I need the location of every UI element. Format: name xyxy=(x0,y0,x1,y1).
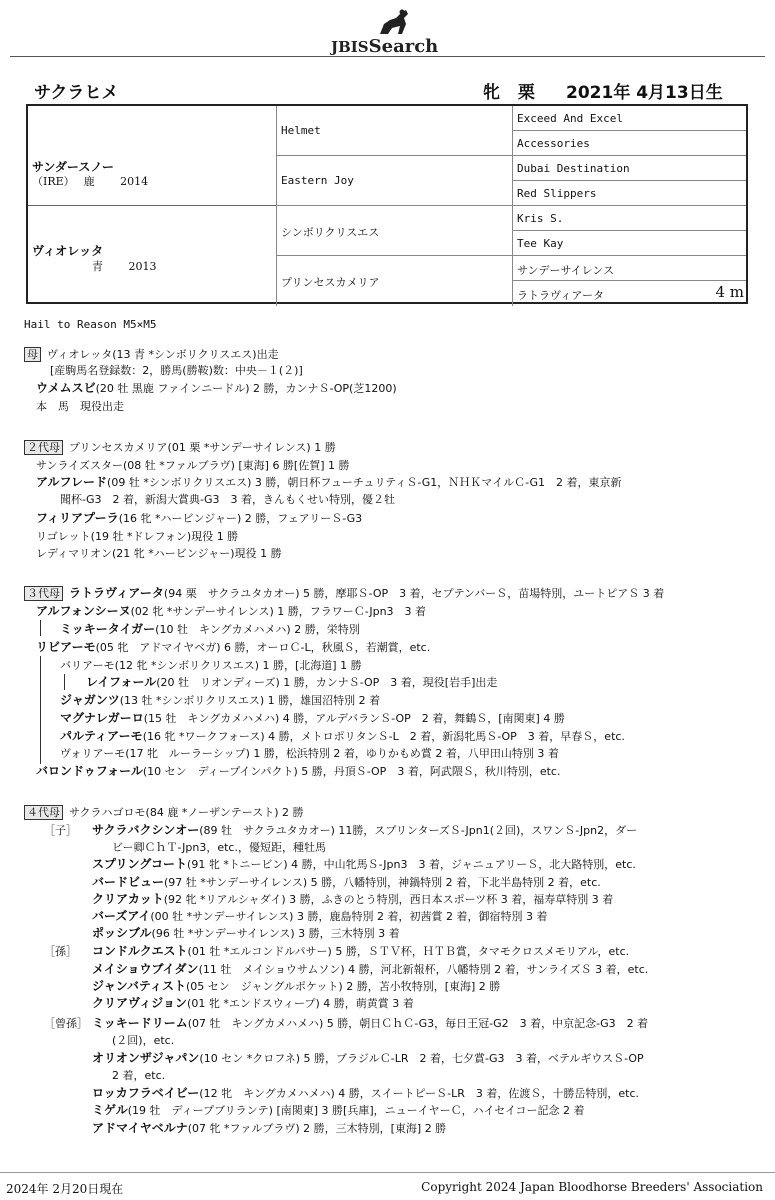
progeny-name[interactable]: ポッシブル xyxy=(92,926,152,940)
horse-name: サクラヒメ xyxy=(34,83,119,103)
ancestor-name[interactable]: Accessories xyxy=(517,137,590,150)
dam-name[interactable]: ヴィオレッタ xyxy=(32,244,104,258)
progeny-line: サンライズスター(08 牡 *ファルブラヴ) [東海] 6 勝[佐賀] 1 勝 xyxy=(36,459,350,472)
progeny-name[interactable]: コンドルクエスト xyxy=(92,944,188,958)
sire-sire-cell[interactable] xyxy=(276,106,512,156)
dam-sire-cell[interactable] xyxy=(276,206,512,256)
family-distance: 4 m xyxy=(715,283,744,301)
progeny-name[interactable]: スプリングコート xyxy=(92,857,188,871)
group-label-great-grandchildren: ［曾孫］ xyxy=(44,1017,88,1030)
progeny-line: フィリアプーラ(16 牝 *ハービンジャー) 2 勝，フェアリーＳ-G3 xyxy=(36,511,363,525)
progeny-line: スプリングコート(91 牝 *トニービン) 4 勝，中山牝馬Ｓ-Jpn3 3 着，ジャニュアリーＳ，北大路特別，etc. xyxy=(92,857,636,871)
progeny-line: バーズアイ(00 牡 *サンデーサイレンス) 3 勝，鹿島特別 2 着，初茜賞 2 着，御宿特別 3 着 xyxy=(92,909,548,923)
progeny-name[interactable]: アルフォンシーヌ xyxy=(36,604,131,618)
ancestor-name[interactable]: Helmet xyxy=(281,124,321,137)
logo-jbis-text: JBIS xyxy=(331,38,369,56)
dam-line: ヴィオレッタ(13 青 *シンボリクリスエス)出走 xyxy=(47,348,279,361)
dam-dam-cell[interactable] xyxy=(276,256,512,306)
progeny-name[interactable]: アルフレード xyxy=(36,475,108,489)
progeny-name[interactable]: レイフォール xyxy=(86,675,157,689)
gen2-section-header: ２代母 プリンセスカメリア(01 栗 *サンデーサイレンス) 1 勝 xyxy=(24,440,336,455)
progeny-name[interactable]: リビアーモ xyxy=(36,640,96,654)
ancestor-name[interactable]: Dubai Destination xyxy=(517,162,630,175)
progeny-line-cont: 2 着，etc. xyxy=(112,1069,166,1082)
tree-line xyxy=(40,620,41,636)
progeny-line: サクラバクシンオー(89 牡 サクラユタカオー) 11勝，スプリンターズＳ-Jpn1(２回)，スワンＳ-Jpn2，ダー xyxy=(92,823,638,837)
logo-search-text: Search xyxy=(368,36,439,57)
ancestor-name[interactable]: サンデーサイレンス xyxy=(517,264,615,277)
progeny-name[interactable]: フィリアプーラ xyxy=(36,511,119,525)
progeny-line: パルティアーモ(16 牝 *ワークフォース) 4 勝，メトロポリタンＳ-L 2 着，新潟牝馬Ｓ-OP 3 着，早春Ｓ，etc. xyxy=(60,729,625,743)
footer-divider xyxy=(0,1172,775,1173)
gen3-section-header: ３代母 ラトラヴィアータ(94 栗 サクラユタカオー) 5 勝，摩耶Ｓ-OP 3 着，セプテンバーＳ，苗場特別，ユートピアＳ 3 着 xyxy=(24,586,664,601)
progeny-name[interactable]: パルティアーモ xyxy=(60,729,143,743)
sire-info: （IRE） 鹿 2014 xyxy=(32,175,149,188)
progeny-line-cont: (２回)，etc. xyxy=(112,1034,175,1047)
gen3-cell[interactable] xyxy=(512,106,746,131)
as-of-date: 2024年 2月20日現在 xyxy=(6,1182,124,1196)
progeny-name[interactable]: クリアカット xyxy=(92,892,164,906)
progeny-line: ポッシブル(96 牡 *サンデーサイレンス) 3 勝，三木特別 3 着 xyxy=(92,926,400,940)
gen3-cell[interactable] xyxy=(512,281,746,306)
progeny-line: アルフォンシーヌ(02 牝 *サンデーサイレンス) 1 勝，フラワーＣ-Jpn3 3 着 xyxy=(36,604,427,618)
tree-line xyxy=(40,656,41,764)
inbreeding-note: Hail to Reason M5×M5 xyxy=(24,318,157,331)
progeny-line: バロンドゥフォール(10 セン ディープインパクト) 5 勝，丹頂Ｓ-OP 3 着，阿武隈Ｓ，秋川特別，etc. xyxy=(36,764,561,778)
dam-record-line: [産駒馬名登録数：2，勝馬(勝鞍)数：中央－１(２)] xyxy=(50,364,303,377)
progeny-name[interactable]: マグナレガーロ xyxy=(60,711,144,725)
sire-cell[interactable] xyxy=(28,106,276,206)
progeny-name[interactable]: ミッキードリーム xyxy=(92,1016,188,1030)
progeny-line-cont: ビー卿ＣｈＴ-Jpn3，etc.，優短距，種牡馬 xyxy=(112,841,326,854)
progeny-name[interactable]: ウメムスビ xyxy=(36,381,96,395)
progeny-line: ミッキータイガー(10 牡 キングカメハメハ) 2 勝，栄特別 xyxy=(60,622,360,636)
dam-cell[interactable] xyxy=(28,206,276,306)
progeny-name[interactable]: バロンドゥフォール xyxy=(36,764,143,778)
ancestor-name[interactable]: ラトラヴィアータ xyxy=(69,586,164,600)
sire-dam-cell[interactable] xyxy=(276,156,512,206)
gen2-tag: ２代母 xyxy=(24,440,63,455)
gen3-cell[interactable] xyxy=(512,206,746,231)
gen3-cell[interactable] xyxy=(512,131,746,156)
copyright: Copyright 2024 Japan Bloodhorse Breeders' Association xyxy=(421,1180,763,1194)
progeny-line: アルフレード(09 牡 *シンボリクリスエス) 3 勝，朝日杯フューチュリティＳ-G1，ＮＨＫマイルＣ-G1 2 着，東京新 xyxy=(36,475,622,489)
group-label-grandchildren: ［孫］ xyxy=(44,945,77,958)
gen3-cell[interactable] xyxy=(512,231,746,256)
progeny-line: メイショウブイダン(11 牡 メイショウサムソン) 4 勝，河北新報杯，八幡特別 2 着，サンライズＳ 3 着，etc. xyxy=(92,962,649,976)
ancestor-name[interactable]: Eastern Joy xyxy=(281,174,354,187)
progeny-line-cont: 聞杯-G3 2 着，新潟大賞典-G3 3 着，きんもくせい特別，優２牡 xyxy=(60,493,395,506)
dam-tag: 母 xyxy=(24,347,41,362)
progeny-name[interactable]: ミゲル xyxy=(92,1103,128,1117)
horse-rider-icon xyxy=(376,8,414,36)
progeny-line: アドマイヤベルナ(07 牝 *ファルブラヴ) 2 勝，三木特別，[東海] 2 勝 xyxy=(92,1121,447,1135)
sire-name[interactable]: サンダースノー xyxy=(32,160,114,174)
progeny-name[interactable]: ジャンバティスト xyxy=(92,979,186,993)
ancestor-name[interactable]: シンボリクリスエス xyxy=(281,226,380,239)
dam-progeny-line: ウメムスビ(20 牡 黒鹿 ファインニードル) 2 勝，カンナＳ-OP(芝1200) xyxy=(36,381,397,395)
progeny-name[interactable]: バーズアイ xyxy=(92,909,151,923)
progeny-line: バリアーモ(12 牝 *シンボリクリスエス) 1 勝，[北海道] 1 勝 xyxy=(60,659,362,672)
progeny-line: マグナレガーロ(15 牡 キングカメハメハ) 4 勝，アルデバランＳ-OP 2 着，舞鶴Ｓ，[南関東] 4 勝 xyxy=(60,711,565,725)
gen3-cell[interactable] xyxy=(512,181,746,206)
gen3-tag: ３代母 xyxy=(24,586,63,601)
progeny-line: ミゲル(19 牡 ディープブリランテ) [南関東] 3 勝[兵庫]，ニューイヤーＣ，ハイセイコー記念 2 着 xyxy=(92,1103,585,1117)
ancestor-name[interactable]: ラトラヴィアータ xyxy=(517,289,605,302)
progeny-name[interactable]: メイショウブイダン xyxy=(92,962,199,976)
progeny-line: リビアーモ(05 牝 アドマイヤベガ) 6 勝，オーロＣ-L，秋風Ｓ，若潮賞，etc. xyxy=(36,640,431,654)
ancestor-name[interactable]: Red Slippers xyxy=(517,187,597,200)
progeny-line: クリアカット(92 牝 *リアルシャダイ) 3 勝，ふきのとう特別，西日本スポーツ杯 3 着，福寿草特別 3 着 xyxy=(92,892,614,906)
ancestor-name[interactable]: Tee Kay xyxy=(517,237,564,250)
birth-date: 2021年 4月13日生 xyxy=(566,83,723,103)
progeny-name[interactable]: アドマイヤベルナ xyxy=(92,1121,188,1135)
pedigree-table xyxy=(26,104,748,304)
progeny-line: リゴレット(19 牡 *ドレフォン)現役 1 勝 xyxy=(36,530,239,543)
title-row xyxy=(28,78,758,102)
ancestor-name[interactable]: Kris S. xyxy=(517,212,564,225)
progeny-name[interactable]: クリアヴィジョン xyxy=(92,996,188,1010)
progeny-line: レイフォール(20 牡 リオンディーズ) 1 勝，カンナＳ-OP 3 着，現役[岩手]出走 xyxy=(86,675,498,689)
ancestor-name[interactable]: Exceed And Excel xyxy=(517,112,623,125)
progeny-name[interactable]: サクラバクシンオー xyxy=(92,823,200,837)
tree-line xyxy=(64,674,65,690)
progeny-name[interactable]: オリオンザジャパン xyxy=(92,1051,200,1065)
progeny-name[interactable]: ジャガンツ xyxy=(60,693,120,707)
progeny-line: ロッカフラベイビー(12 牝 キングカメハメハ) 4 勝，スイートピーＳ-LR 3 着，佐渡Ｓ，十勝岳特別，etc. xyxy=(92,1086,639,1100)
progeny-line: レディマリオン(21 牝 *ハービンジャー)現役 1 勝 xyxy=(36,547,282,560)
self-line: 本 馬 現役出走 xyxy=(36,400,124,413)
progeny-line: オリオンザジャパン(10 セン *クロフネ) 5 勝，ブラジルＣ-LR 2 着，七夕賞-G3 3 着，ベテルギウスＳ-OP xyxy=(92,1051,644,1065)
progeny-line: ジャンバティスト(05 セン ジャングルポケット) 2 勝，苫小牧特別，[東海] 2 勝 xyxy=(92,979,501,993)
sex-color: 牝 栗 xyxy=(483,83,541,103)
progeny-line: コンドルクエスト(01 牡 *エルコンドルパサー) 5 勝，ＳＴＶ杯，ＨＴＢ賞，タマモクロスメモリアル，etc. xyxy=(92,944,630,958)
progeny-line: クリアヴィジョン(01 牝 *エンドスウィープ) 4 勝，萌黄賞 3 着 xyxy=(92,996,414,1010)
ancestor-name[interactable]: プリンセスカメリア xyxy=(281,276,380,289)
gen4-section-header: ４代母 サクラハゴロモ(84 鹿 *ノーザンテースト) 2 勝 xyxy=(24,805,304,820)
progeny-name[interactable]: ロッカフラベイビー xyxy=(92,1086,200,1100)
header-divider xyxy=(10,56,765,57)
progeny-line: ミッキードリーム(07 牡 キングカメハメハ) 5 勝，朝日ＣｈＣ-G3，毎日王冠-G2 3 着，中京記念-G3 2 着 xyxy=(92,1016,649,1030)
group-label-children: ［子］ xyxy=(44,824,77,837)
gen3-cell[interactable] xyxy=(512,256,746,281)
progeny-line: バードビュー(97 牡 *サンデーサイレンス) 5 勝，八幡特別，神鍋特別 2 着，下北半島特別 2 着，etc. xyxy=(92,875,601,889)
progeny-name[interactable]: ミッキータイガー xyxy=(60,622,156,636)
jbis-logo[interactable] xyxy=(0,6,775,57)
progeny-line: ヴォリアーモ(17 牝 ルーラーシップ) 1 勝，松浜特別 2 着，ゆりかもめ賞 2 着，八甲田山特別 3 着 xyxy=(60,747,559,760)
gen4-tag: ４代母 xyxy=(24,805,63,820)
progeny-line: ジャガンツ(13 牡 *シンボリクリスエス) 1 勝，雄国沼特別 2 着 xyxy=(60,693,381,707)
dam-section-header xyxy=(24,347,279,362)
dam-info: 青 2013 xyxy=(92,260,157,273)
progeny-name[interactable]: バードビュー xyxy=(92,875,165,889)
gen3-cell[interactable] xyxy=(512,156,746,181)
